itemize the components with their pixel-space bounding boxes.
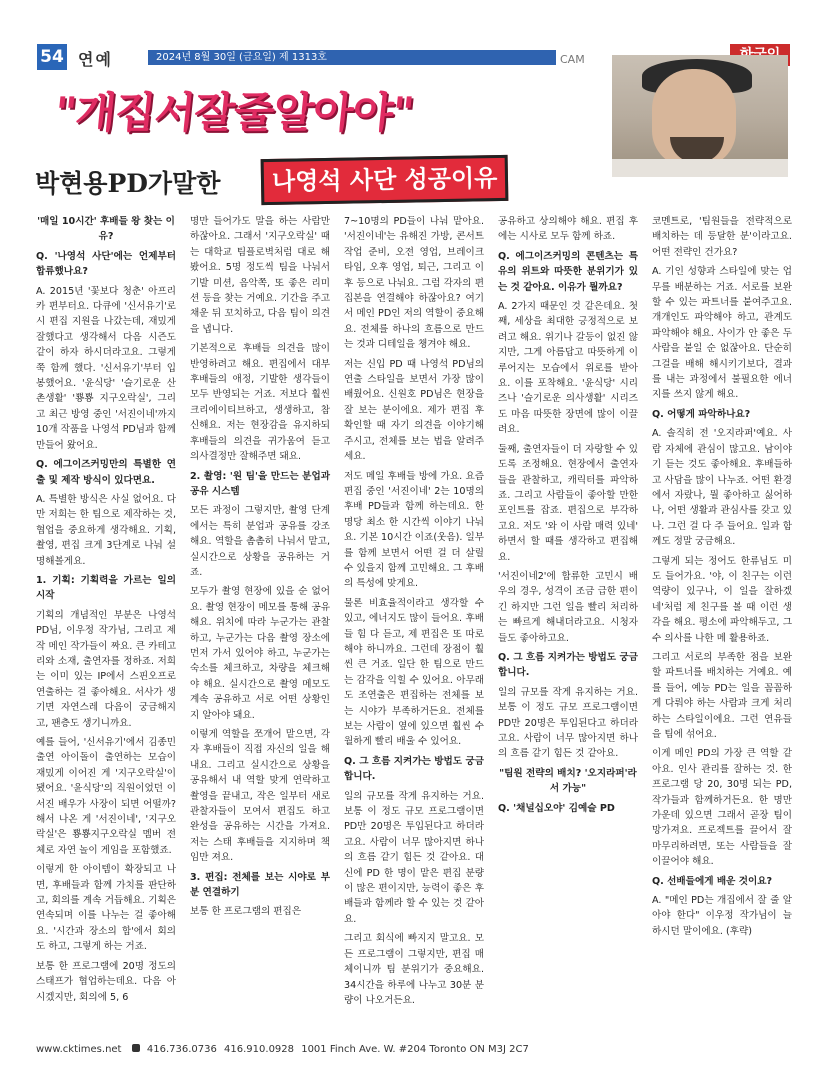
article-question: Q. 선배들에게 배운 것이요? bbox=[652, 875, 773, 887]
article-paragraph: 이렇게 역할을 쪼개어 맡으면, 각자 후배들이 직접 자신의 일을 해내요. 그리고 실시간으로 상황을 공유해서 내 역할 맞게 연락하고 촬영을 끝내고, 작은 일부터 새로 관찰자들이 모여서 편집도 하고 완성을 공유하는 시간을 가져요. 저는 스태 후배들을 지지하며 책임만 져요. bbox=[190, 729, 330, 864]
article-paragraph: 예를 들어, '신서유기'에서 김종민 출연 아이돌이 출연하는 모습이 재밌게 이어진 게 '지구오락실'이 됐어요. '윤식당'의 직원이었던 이서진 배우가 사장이 되면 어떨까? 해서 나온 게 '서진이네', '지구오락실'은 뿅뿅지구오락실 멤버 전체로 자연 놀이 게임을 포함했죠. bbox=[36, 737, 176, 856]
article-question: Q. 어떻게 파악하나요? bbox=[652, 408, 751, 420]
article-paragraph: '서진이네2'에 합류한 고민시 배우의 경우, 성격이 조금 급한 편이긴 하지만 그런 일을 빨리 처리하는 빠르게 해내더라고요. 시청자들도 좋아하고요. bbox=[498, 570, 638, 644]
article-paragraph: 기획의 개념적인 부분은 나영석 PD님, 이우정 작가님, 그리고 제작 메인 작가들이 짜요. 큰 카테고리와 소재, 출연자를 정하죠. 저희는 이미 있는 IP에서 스핀오프로 연출하는 걸 좋아해요. 서사가 생기면 자연스레 다음이 궁금해지고, 팬층도 생기니까요. bbox=[36, 609, 176, 729]
subtitle: 박현용PD가말한 bbox=[35, 169, 221, 198]
article-paragraph: 일의 규모를 작게 유지하는 거요. 보통 이 정도 규모 프로그램이면 PD만 20명은 투입된다고 하더라고요. 사람이 너무 많아지면 하나의 흐름 같기 힘든 것 같아요. 대신에 PD 한 명이 맡은 편집 분량이 많은 편이지만, 능력이 좋은 후배들과 함께라 할 수 있는 것 같아요. bbox=[344, 790, 484, 925]
article-section-heading: 1. 기획: 기획력을 가르는 일의 시작 bbox=[36, 574, 176, 602]
column-2 bbox=[190, 214, 330, 924]
article-paragraph: A. 2가지 때문인 것 같은데요. 첫째, 세상을 최대한 긍정적으로 보려고 해요. 위기나 갈등이 없진 않지만, 그게 아름답고 따뜻하게 이루어지는 모습에서 위로를 받아요. 이를 포착해요. '윤식당' 시리즈나 '슬기로운 의사생활' 시리즈도 마음 따뜻한 장면에 많이 이끌려요. bbox=[498, 301, 638, 436]
article-paragraph: 기본적으로 후배들 의견을 많이 반영하려고 해요. 편집에서 대부 후배들의 애정, 기발한 생각들이 모두 반영되는 거죠. 저보다 훨씬 크리에이티브하고, 생생하고, 참신해요. 저는 현장감을 유지하되 후배들의 의견을 귀가움여 듣고 의사결정만 잘해주면 돼요. bbox=[190, 343, 330, 463]
article-paragraph: A. 기인 성향과 스타일에 맞는 업무를 배분하는 거죠. 서로를 보완할 수 있는 파트너를 붙여주고요. 개개인도 파악해야 하고, 관계도 파악해야 해요. 사이가 안 좋은 두 사람을 붙일 순 없잖아요. 단순히 그걸을 배해 해시키기보다, 결과를 내는 과정에서 불필요한 에너지를 쓰지 않게 해요. bbox=[652, 266, 792, 401]
page-number: 54 bbox=[37, 44, 67, 70]
article-paragraph: 이렇게 한 아이템이 확장되고 나면, 후배들과 함께 가치를 판단하고, 회의를 계속 거듭해요. 기획은 연속되며 이를 나누는 걸 좋아해요. '시간과 장소의 합'에서 회의도 하고, 그렇게 하는 거죠. bbox=[36, 864, 176, 953]
column-3 bbox=[344, 214, 484, 1012]
article-paragraph: 공유하고 상의해야 해요. 편집 후에는 시사로 모두 함께 하죠. bbox=[498, 216, 638, 243]
article-question: Q. 에그이즈커밍만의 특별한 연출 및 제작 방식이 있다면요. bbox=[36, 459, 176, 486]
section-label: 연예 bbox=[78, 50, 113, 69]
article-paragraph: 그리고 서로의 부족한 점을 보완할 파트너를 배치하는 거예요. 예를 들어, 예능 PD는 일을 꼼꼼하게 다뤄야 하는 사람과 크게 처리하는 스타일이에요. 그런 연유들을 팀에 섞어요. bbox=[652, 651, 792, 740]
article-paragraph: 일의 규모를 작게 유지하는 거요. 보통 이 정도 규모 프로그램이면 PD만 20명은 투입된다고 하더라고요. 사람이 너무 많아지면 하나의 흐름 같기 힘든 것 같아요. bbox=[498, 686, 638, 760]
article-paragraph: A. 특별한 방식은 사실 없어요. 다만 저희는 한 팀으로 제작하는 것, 협업을 중요하게 생각해요. 기획, 촬영, 편집 크게 3단계로 나눠 설명해볼게요. bbox=[36, 493, 176, 567]
phone-number-2: 416.910.0928 bbox=[224, 1044, 295, 1055]
article-paragraph: 저는 신입 PD 때 나영석 PD님의 연출 스타일을 보면서 가장 많이 배웠어요. 신원호 PD님은 현장을 잘 보는 분이에요. 제가 편집 후 확인할 때 자기 의견을 이야기해 주시고, 전체를 보는 법을 알려주세요. bbox=[344, 358, 484, 463]
website-link[interactable]: www.cktimes.net bbox=[36, 1044, 122, 1055]
page-footer bbox=[36, 1044, 533, 1055]
article-paragraph: 모든 과정이 그렇지만, 촬영 단계에서는 특히 분업과 공유를 강조해요. 역할을 촘촘히 나눠서 맡고, 실시간으로 상황을 공유하는 거죠. bbox=[190, 505, 330, 578]
article-paragraph: A. 2015년 '꽃보다 청춘' 아프리카 편부터요. 다큐에 '신서유기'로 시 편집 지원을 나갔는데, 재밌게 잘했다고 생각해서 다음 시즌도 같이 하자 하시더라고요. 그렇게 쭉 함께 했다. '신서유기'부터 입봉했어요. '윤식당' '슬기로운 산촌생활' '뿅뿅 지구오락실', 그리고 최근 방영 중인 '서진이네'까지 10개 작품을 나영석 PD님과 함께 만들어 왔어요. bbox=[36, 285, 176, 451]
article-paragraph: 명만 들어가도 말을 하는 사람만 하잖아요. 그래서 '지구오락실' 때는 대학교 팀플로벽처럼 대로 해봤어요. 5명 정도씩 팀을 나눠서 기발 미션, 음악쪽, 또 좋은 리미션 등을 찾는 거예요. 기간을 주고 채운 뒤 꼬치하고, 다음 팀이 의견을 냅니다. bbox=[190, 216, 330, 335]
article-paragraph: 저도 메일 후배들 방에 가요. 요즘 편집 중인 '서진이네' 2는 10명의 후배 PD들과 함께 하는데요. 한 명당 최소 한 시간씩 이야기 나눠요. 기본 10시간 이죠(웃음). 일부를 함께 보면서 어떤 걸 더 살릴 수 있을지 함께 고민해요. 그 후배의 특성에 맞게요. bbox=[344, 470, 484, 590]
phone-icon bbox=[132, 1044, 140, 1052]
article-paragraph: 이게 메인 PD의 가장 큰 역할 같아요. 인사 관리를 잘하는 것. 한 프로그램 당 20, 30명 되는 PD, 작가들과 함께하거든요. 한 명만 가운데 있으면 그래서 곧장 팀이 망가져요. 프로젝트를 끌어서 잘 마무리하려면, 또는 사람들을 잘 이끌어야 해요. bbox=[652, 748, 792, 868]
article-section-heading: 3. 편집: 전체를 보는 시야로 부분 연결하기 bbox=[190, 871, 330, 899]
column-4 bbox=[498, 214, 638, 820]
article-paragraph: 둘째, 출연자들이 더 자랑할 수 있도록 조정해요. 현장에서 출연자들을 관찰하고, 캐릭터를 파악하죠. 그리고 사람들이 좋아할 만한 포인트를 잡죠. 편집으로 부각하고요. 저도 '와 이 사람 매력 있네' 하면서 할 때를 생각하고 편집해요. bbox=[498, 443, 638, 563]
article-body bbox=[36, 214, 793, 1040]
article-question: Q. '나영석 사단'에는 언제부터 합류했나요? bbox=[36, 250, 176, 278]
article-paragraph: 보통 한 프로그램에 20명 정도의 스태프가 협업하는데요. 다음 아시겠지만, 회의에 5, 6 bbox=[36, 960, 176, 1003]
article-paragraph: 7~10명의 PD들이 나눠 맡아요. '서진이네'는 유해진 가방, 콘서트 작업 준비, 오전 영업, 브레이크 타임, 오후 영업, 퇴근, 그리고 이후 등으로 나눠요. 그럼 각자의 편집본을 연결해야 하잖아요? 여기서 메인 PD인 저의 역할이 중요해요. 전체를 하나의 흐름으로 만드는 것과 디테일을 챙겨야 해요. bbox=[344, 216, 484, 351]
article-paragraph: A. "메인 PD는 개집에서 잘 줄 알아야 한다" 이우정 작가님이 늘 하시던 말이에요. (후략) bbox=[652, 895, 792, 937]
article-question: Q. 에그이즈커밍의 콘텐츠는 특유의 위트와 따뜻한 분위기가 있는 것 같아요. 이유가 뭘까요? bbox=[498, 250, 638, 293]
column-5 bbox=[652, 214, 792, 943]
article-paragraph: 보통 한 프로그램의 편집은 bbox=[190, 906, 302, 918]
article-paragraph: 그렇게 되는 정어도 한류님도 미도 들어가요. '야, 이 친구는 이런 역량이 있구나, 이 일을 잘하겠네'처럼 제 친구를 볼 때 이런 생각을 해요. 평소에 파악해두고, 그 수 의사를 나한 메 활용하죠. bbox=[652, 555, 792, 644]
profile-photo bbox=[612, 55, 788, 177]
dateline-bar: 2024년 8월 30일 (금요일) 제 1313호 bbox=[148, 50, 556, 65]
article-question: Q. 그 흐름 지켜가는 방법도 궁금합니다. bbox=[344, 755, 484, 783]
headline: "개집서잘줄알아야" bbox=[52, 88, 416, 137]
box-title: 나영석 사단 성공이유 bbox=[261, 155, 509, 205]
article-paragraph: 물론 비효율적이라고 생각할 수 있고, 에너지도 많이 들어요. 후배들 힘 다 듣고, 제 편집은 또 따로 해야 하니까요. 그런데 장점이 훨씬 큰 거죠. 일단 한 팀으로 만드는 감각을 익힐 수 있어요. 아무래도 조연출은 편집하는 전체를 보는 시야가 부족하거든요. 전체를 보는 사람이 옆에 있으면 훨씬 수월하게 빨리 배울 수 있어요. bbox=[344, 597, 484, 748]
article-paragraph: A. 솔직히 전 '오지라퍼'예요. 사람 자체에 관심이 많고요. 남이야기 듣는 것도 좋아해요. 후배들하고 사담을 많이 나누죠. 어떤 환경에서 자랐나, 뭘 좋아하고 싫어하나, 어떤 생활과 관심사를 갖고 있나. 그런 걸 다 주 들어요. 일과 함께도 정말 궁금해요. bbox=[652, 428, 792, 548]
article-pull-quote: "팀원 전략의 배치? '오지라퍼'라서 가능" bbox=[499, 767, 637, 795]
article-section-heading: 2. 촬영: '원 팀'을 만드는 분업과 공유 시스템 bbox=[190, 470, 330, 497]
camera-label: CAM bbox=[560, 53, 585, 66]
column-1 bbox=[36, 214, 176, 1009]
address: 1001 Finch Ave. W. #204 Toronto ON M3J 2C7 bbox=[301, 1044, 529, 1055]
article-paragraph: 모두가 촬영 현장에 있을 순 없어요. 촬영 현장이 메모를 통해 공유해요. 위치에 따라 누군가는 관찰하고, 누군가는 다음 촬영 장소에 먼저 가서 있어야 하고, 누군가는 숙소를 체크하고, 차량을 체크해야 해요. 실시간으로 촬영 메모도 계속 공유하고 서로 어떤 상황인지 알아야 돼요. bbox=[190, 586, 330, 721]
article-question: Q. 그 흐름 지켜가는 방법도 궁금합니다. bbox=[498, 651, 638, 679]
phone-number-1: 416.736.0736 bbox=[146, 1044, 217, 1055]
article-paragraph: 그리고 회식에 빠지지 말고요. 모든 프로그램이 그렇지만, 편집 매체이니까 팀 분위기가 중요해요. 34시간을 하루에 나누고 30분 분량이 나오거든요. bbox=[344, 933, 484, 1006]
article-intro-heading: '매일 10시간' 후배들 왕 찾는 이유? bbox=[37, 216, 175, 243]
article-question: Q. '채널십오야' 김예슬 PD bbox=[498, 802, 615, 814]
shirt-shape bbox=[612, 159, 788, 177]
article-paragraph: 코멘트로, '팀원들을 전략적으로 배치하는 데 등달한 분'이라고요. 어떤 전략인 건가요? bbox=[652, 216, 792, 258]
